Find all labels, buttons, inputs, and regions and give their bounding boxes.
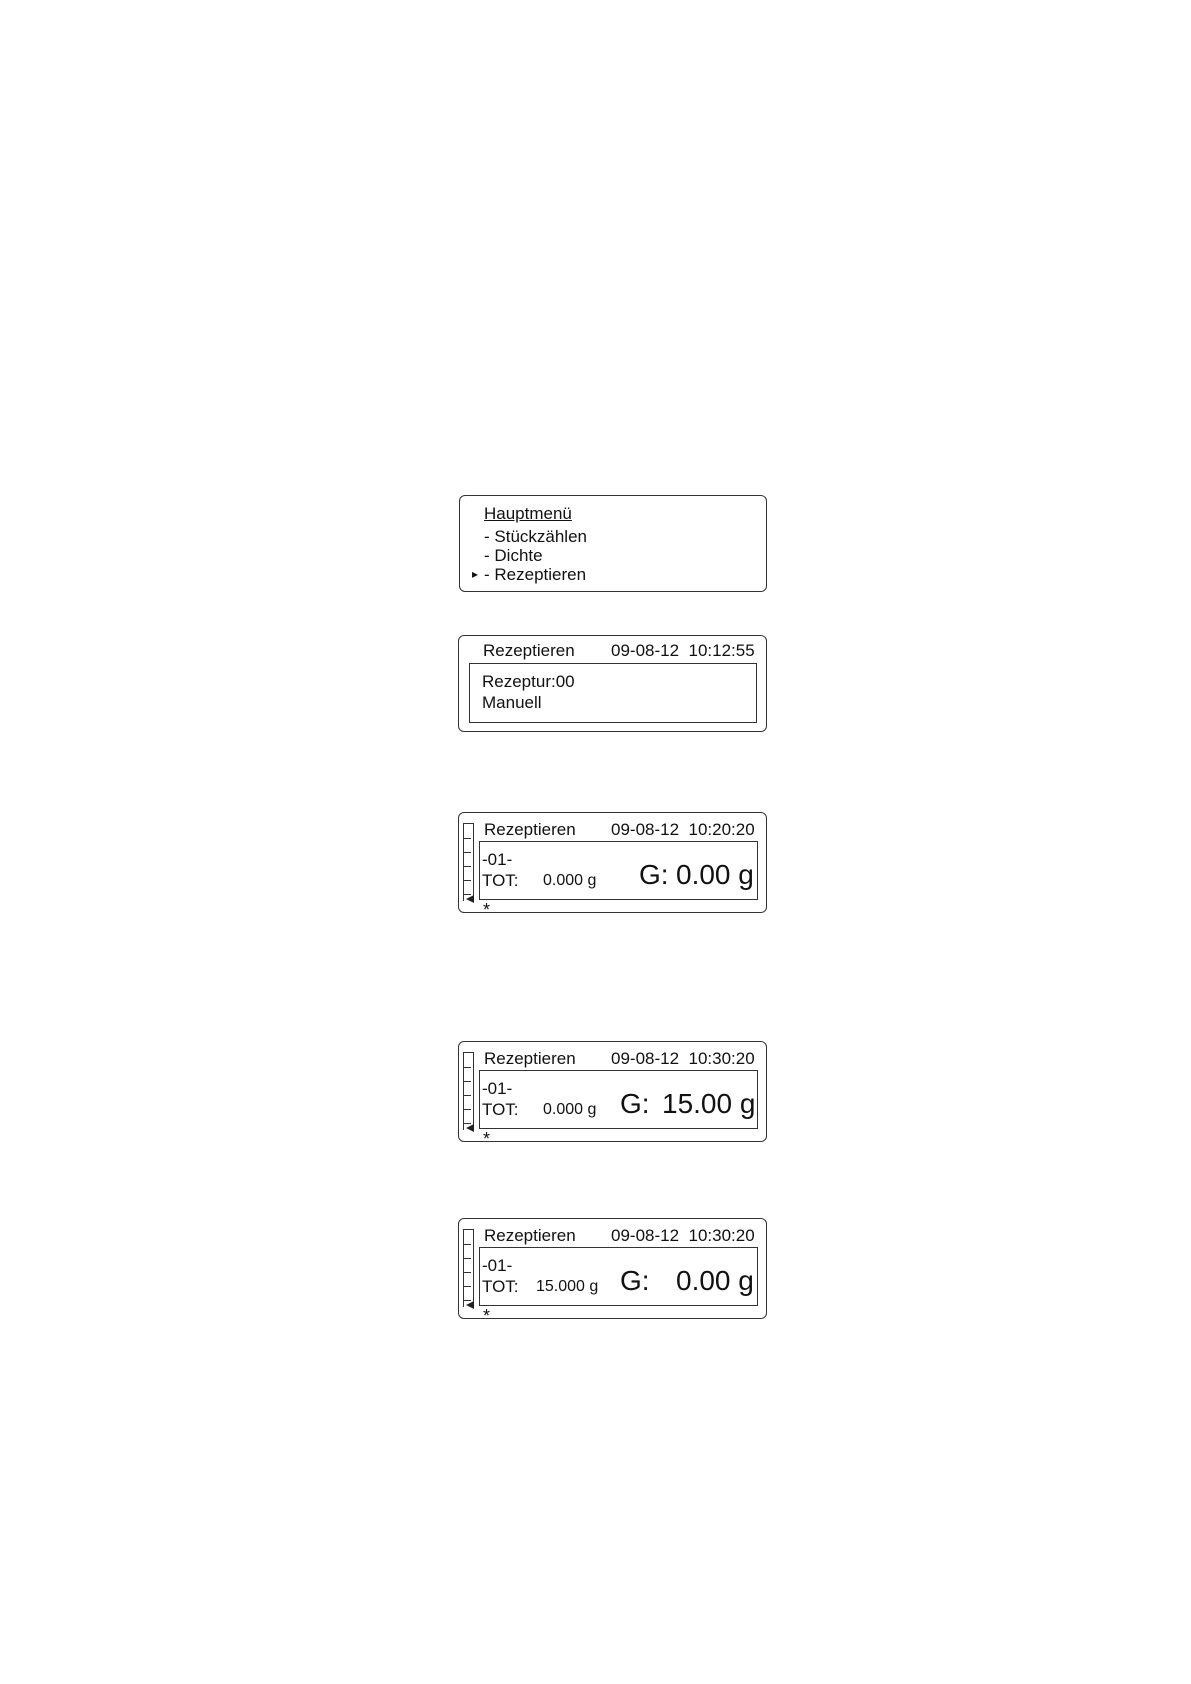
gross-value: 15.00 g xyxy=(662,1088,756,1119)
mode-label: Rezeptieren xyxy=(484,1049,576,1068)
gross-value: 0.00 g xyxy=(676,859,754,890)
display-inner-frame xyxy=(469,663,757,723)
selection-arrow-icon: ▸ xyxy=(472,567,479,581)
mode-label: Rezeptieren xyxy=(484,820,576,839)
total-label: TOT: xyxy=(482,871,519,890)
stability-star: * xyxy=(483,900,491,920)
display-inner-frame xyxy=(479,1070,758,1129)
recipe-number: Rezeptur:00 xyxy=(482,672,575,691)
level-pointer-icon xyxy=(466,1124,474,1132)
menu-item-dichte[interactable]: - Dichte xyxy=(484,546,543,565)
total-label: TOT: xyxy=(482,1100,519,1119)
menu-item-rezeptieren[interactable]: - Rezeptieren xyxy=(484,565,587,584)
progress-bar xyxy=(463,1052,474,1130)
total-label: TOT: xyxy=(482,1277,519,1296)
total-value: 0.000 g xyxy=(543,1101,597,1118)
total-value: 15.000 g xyxy=(536,1278,599,1295)
datetime-display: 09-08-12 10:12:55 xyxy=(611,641,755,660)
datetime-display: 09-08-12 10:30:20 xyxy=(611,1226,755,1245)
total-value: 0.000 g xyxy=(543,872,597,889)
level-pointer-icon xyxy=(466,1301,474,1309)
display-inner-frame xyxy=(479,841,758,900)
stability-star: * xyxy=(483,1129,491,1149)
progress-bar xyxy=(463,823,474,901)
mode-label: Rezeptieren xyxy=(484,1226,576,1245)
gross-label: G: xyxy=(639,859,669,890)
stability-star: * xyxy=(483,1306,491,1326)
component-number: -01- xyxy=(482,1256,513,1275)
datetime-display: 09-08-12 10:30:20 xyxy=(611,1049,755,1068)
main-menu-screen xyxy=(459,495,767,592)
component-number: -01- xyxy=(482,1079,513,1098)
display-inner-frame xyxy=(479,1247,758,1306)
datetime-display: 09-08-12 10:20:20 xyxy=(611,820,755,839)
progress-bar xyxy=(463,1229,474,1307)
mode-label: Rezeptieren xyxy=(483,641,575,660)
gross-label: G: xyxy=(620,1265,650,1296)
weighing-screen-2 xyxy=(458,1041,767,1149)
recipe-mode: Manuell xyxy=(482,693,542,712)
component-number: -01- xyxy=(482,850,513,869)
level-pointer-icon xyxy=(466,895,474,903)
weighing-screen-1 xyxy=(458,812,767,920)
weighing-screen-3 xyxy=(458,1218,767,1326)
main-menu-title: Hauptmenü xyxy=(484,504,572,523)
menu-item-stueckzaehlen[interactable]: - Stückzählen xyxy=(484,527,587,546)
gross-value: 0.00 g xyxy=(676,1265,754,1296)
gross-label: G: xyxy=(620,1088,650,1119)
recipe-start-screen xyxy=(458,635,767,732)
